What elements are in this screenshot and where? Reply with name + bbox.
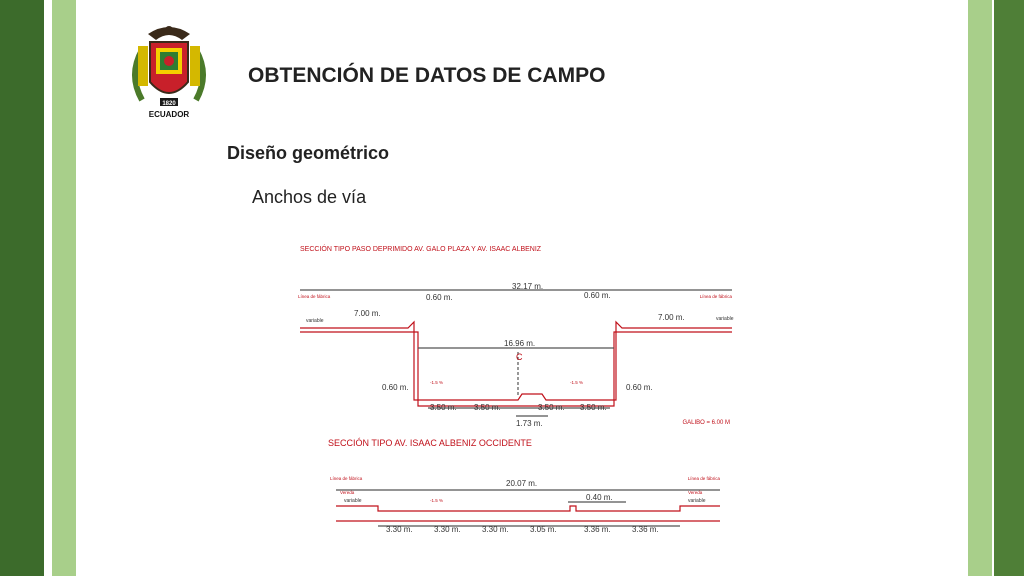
decor-bar-left-light [52, 0, 76, 576]
section1-slope-right: -1.5 % [570, 380, 584, 385]
section1-gauge-note: GALIBO = 6.00 M [682, 420, 730, 426]
section2-lane-1: 3.30 m. [386, 525, 413, 534]
section1-title: SECCIÓN TIPO PASO DEPRIMIDO AV. GALO PLAZA Y AV. ISAAC ALBENIZ [300, 246, 542, 253]
bullet-text: Anchos de vía [252, 187, 367, 207]
section1-wall-top-right: 0.60 m. [584, 291, 611, 300]
decor-bar-left-dark [0, 0, 44, 576]
logo-text: ECUADOR [148, 110, 190, 119]
section1-sidewalk-left: 7.00 m. [354, 309, 381, 318]
coat-of-arms-icon [120, 20, 218, 122]
section2-variable-right: variable [688, 498, 706, 504]
section2-lane-3: 3.30 m. [482, 525, 509, 534]
section1-wall-top-left: 0.60 m. [426, 293, 453, 302]
section2-slope: -1.5 % [430, 498, 444, 503]
section2-median-width: 0.40 m. [586, 493, 613, 502]
section1-total-width: 32.17 m. [512, 282, 544, 291]
decor-bar-right-light [968, 0, 992, 576]
slide-title: OBTENCIÓN DE DATOS DE CAMPO [248, 64, 606, 87]
section1-lane-3: 3.50 m. [538, 403, 565, 412]
section2-title: SECCIÓN TIPO AV. ISAAC ALBENIZ OCCIDENTE [328, 438, 532, 448]
section2-sidewalk-right-label: Vereda [688, 490, 703, 495]
section1-sidewalk-right: 7.00 m. [658, 313, 685, 322]
section1-line-label-left: Línea de fábrica [298, 294, 331, 299]
section1-inner-width: 16.96 m. [504, 339, 536, 348]
section1-lane-4: 3.50 m. [580, 403, 607, 412]
section1-line-label-right: Línea de fábrica [699, 294, 732, 299]
section2-right-label: Línea de fábrica [687, 476, 720, 481]
section1-slope-left: -1.5 % [430, 380, 444, 385]
section1-median: 1.73 m. [516, 419, 543, 428]
section1-lane-1: 3.50 m. [430, 403, 457, 412]
slide-subtitle: Diseño geométrico [227, 143, 390, 163]
section1-centerline: C [516, 352, 523, 362]
section2-lane-4: 3.05 m. [530, 525, 557, 534]
section2-profile [336, 506, 720, 511]
section1-variable-right: variable [716, 316, 734, 322]
section1-wall-bottom-left: 0.60 m. [382, 383, 409, 392]
section2-variable-left: variable [344, 498, 362, 504]
section2-total-width: 20.07 m. [506, 479, 538, 488]
decor-bar-right-dark [994, 0, 1024, 576]
section2-left-label: Línea de fábrica [330, 476, 363, 481]
logo-year: 1820 [162, 101, 176, 107]
section1-lane-2: 3.50 m. [474, 403, 501, 412]
section1-variable-left: variable [306, 318, 324, 324]
section1-wall-bottom-right: 0.60 m. [626, 383, 653, 392]
section2-lane-5: 3.36 m. [584, 525, 611, 534]
section2-lane-2: 3.30 m. [434, 525, 461, 534]
cross-section-drawing [280, 236, 760, 542]
section2-lane-6: 3.36 m. [632, 525, 659, 534]
section2-sidewalk-left-label: Vereda [340, 490, 355, 495]
